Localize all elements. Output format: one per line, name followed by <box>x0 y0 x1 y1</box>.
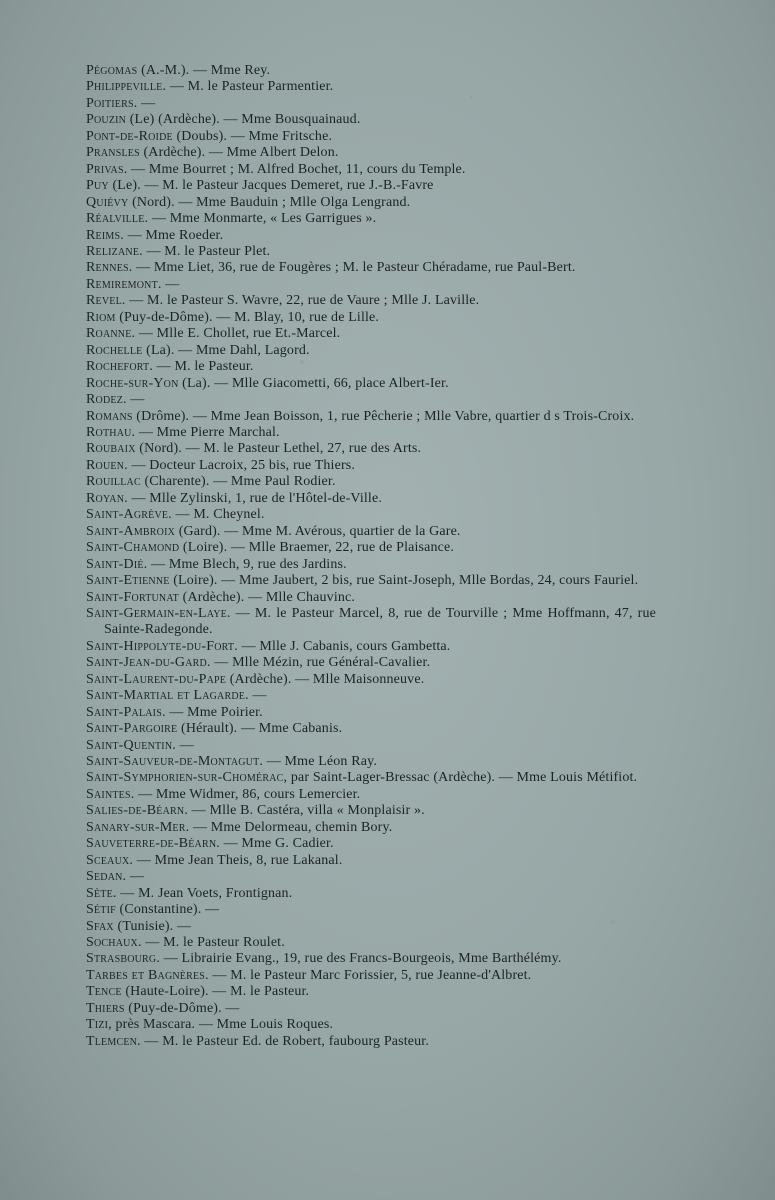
place-name: Saint-Jean-du-Gard. <box>86 655 211 671</box>
place-name: Rouillac <box>86 474 141 490</box>
list-item <box>86 886 656 902</box>
list-item <box>86 343 656 359</box>
place-name: Sedan. <box>86 869 127 885</box>
contact-detail: — Mme Monmarte, « Les Garrigues ». <box>148 211 377 227</box>
place-name: Remiremont. <box>86 276 162 292</box>
contact-detail: — Mme Jean Theis, 8, rue Lakanal. <box>133 852 343 868</box>
contact-detail: (La). — Mme Dahl, Lagord. <box>142 342 310 358</box>
address-list <box>86 63 656 1050</box>
list-item <box>86 63 656 79</box>
place-name: Tarbes et Bagnères. <box>86 967 209 983</box>
list-item <box>86 754 656 770</box>
place-name: Tizi, <box>86 1017 112 1033</box>
place-name: Tlemcen. <box>86 1033 141 1049</box>
contact-detail: (Tunisie). — <box>113 918 192 934</box>
place-name: Rochelle <box>86 342 143 358</box>
contact-detail: — M. le Pasteur Marcel, 8, rue de Tourville ; Mme Hoffmann, 47, rue Sainte-Radegonde. <box>104 605 656 638</box>
place-name: Pouzin <box>86 112 127 128</box>
place-name: Sétif <box>86 902 116 918</box>
contact-detail: — Mlle Mézin, rue Général-Cavalier. <box>210 655 431 671</box>
list-item <box>86 1001 656 1017</box>
contact-detail: — M. Cheynel. <box>171 507 265 523</box>
place-name: Philippeville. <box>86 79 167 95</box>
place-name: Tence <box>86 984 122 1000</box>
place-name: Thiers <box>86 1000 125 1016</box>
list-item <box>86 590 656 606</box>
place-name: Reims. <box>86 227 124 243</box>
contact-detail: — Mme Bourret ; M. Alfred Bochet, 11, cours du Temple. <box>127 161 466 177</box>
contact-detail: (Le). — M. le Pasteur Jacques Demeret, rue J.-B.-Favre <box>108 178 434 194</box>
list-item <box>86 458 656 474</box>
place-name: Réalville. <box>86 211 149 227</box>
place-name: Roanne. <box>86 326 136 342</box>
place-name: Saint-Hippolyte-du-Fort. <box>86 638 238 654</box>
place-name: Roche-sur-Yon <box>86 375 179 391</box>
contact-detail: — Docteur Lacroix, 25 bis, rue Thiers. <box>127 457 356 473</box>
contact-detail: (Nord). — M. le Pasteur Lethel, 27, rue des Arts. <box>135 441 422 457</box>
place-name: Poitiers. <box>86 95 138 111</box>
list-item <box>86 244 656 260</box>
list-item <box>86 409 656 425</box>
place-name: Saint-Martial et Lagarde. <box>86 688 249 704</box>
place-name: Rochefort. <box>86 359 154 375</box>
contact-detail: (Puy-de-Dôme). — <box>124 1000 240 1016</box>
list-item <box>86 672 656 688</box>
list-item <box>86 162 656 178</box>
contact-detail: — <box>161 276 180 292</box>
contact-detail: — M. le Pasteur Parmentier. <box>166 79 334 95</box>
list-item <box>86 738 656 754</box>
contact-detail: — Mlle B. Castéra, villa « Monplaisir ». <box>188 803 425 819</box>
list-item <box>86 441 656 457</box>
list-item <box>86 491 656 507</box>
contact-detail: — Librairie Evang., 19, rue des Francs-Bourgeois, Mme Barthélémy. <box>160 951 562 967</box>
contact-detail: (Gard). — Mme M. Avérous, quartier de la Gare. <box>175 523 461 539</box>
contact-detail: (Ardèche). — Mme Albert Delon. <box>139 145 339 161</box>
place-name: Sanary-sur-Mer. <box>86 819 190 835</box>
contact-detail: — M. le Pasteur Marc Forissier, 5, rue Jeanne-d'Albret. <box>208 967 532 983</box>
list-item <box>86 721 656 737</box>
place-name: Sfax <box>86 918 114 934</box>
list-item <box>86 688 656 704</box>
list-item <box>86 655 656 671</box>
place-name: Saint-Chamond <box>86 540 180 556</box>
place-name: Saintes. <box>86 786 135 802</box>
list-item <box>86 770 656 786</box>
contact-detail: — Mme Blech, 9, rue des Jardins. <box>147 556 347 572</box>
place-name: Sète. <box>86 885 117 901</box>
contact-detail: (Loire). — Mlle Braemer, 22, rue de Plaisance. <box>179 540 455 556</box>
place-name: Quiévy <box>86 194 129 210</box>
list-item <box>86 178 656 194</box>
list-item <box>86 787 656 803</box>
list-item <box>86 96 656 112</box>
contact-detail: (Nord). — Mme Bauduin ; Mlle Olga Lengrand. <box>128 194 411 210</box>
place-name: Saint-Agrève. <box>86 507 172 523</box>
place-name: Saint-Ambroix <box>86 523 176 539</box>
place-name: Puy <box>86 178 109 194</box>
contact-detail: — Mme Delormeau, chemin Bory. <box>189 819 393 835</box>
contact-detail: — M. le Pasteur S. Wavre, 22, rue de Vaure ; Mlle J. Laville. <box>125 293 480 309</box>
list-item <box>86 1017 656 1033</box>
contact-detail: (Loire). — Mme Jaubert, 2 bis, rue Saint-Joseph, Mlle Bordas, 24, cours Fauriel. <box>169 573 639 589</box>
place-name: Rodez. <box>86 392 127 408</box>
place-name: Riom <box>86 309 116 325</box>
place-name: Revel. <box>86 293 126 309</box>
contact-detail: — Mme Widmer, 86, cours Lemercier. <box>134 786 361 802</box>
place-name: Roubaix <box>86 441 136 457</box>
place-name: Saint-Quentin. <box>86 737 176 753</box>
contact-detail: — <box>175 737 194 753</box>
list-item <box>86 79 656 95</box>
list-item <box>86 195 656 211</box>
contact-detail: (Doubs). — Mme Fritsche. <box>172 128 333 144</box>
contact-detail: — Mme Liet, 36, rue de Fougères ; M. le Pasteur Chéradame, rue Paul-Bert. <box>132 260 576 276</box>
list-item <box>86 540 656 556</box>
contact-detail: (Constantine). — <box>115 902 220 918</box>
contact-detail: — M. le Pasteur Ed. de Robert, faubourg Pasteur. <box>140 1033 429 1049</box>
contact-detail: (Drôme). — Mme Jean Boisson, 1, rue Pêcherie ; Mlle Vabre, quartier d s Trois-Croix. <box>132 408 635 424</box>
list-item <box>86 310 656 326</box>
list-item <box>86 326 656 342</box>
contact-detail: — M. le Pasteur Roulet. <box>141 935 285 951</box>
list-item <box>86 425 656 441</box>
list-item <box>86 392 656 408</box>
contact-detail: — M. Jean Voets, Frontignan. <box>116 885 293 901</box>
contact-detail: — Mme Poirier. <box>165 704 263 720</box>
contact-detail: — M. le Pasteur. <box>153 359 254 375</box>
place-name: Relizane. <box>86 243 143 259</box>
contact-detail: (A.-M.). — Mme Rey. <box>137 63 271 78</box>
contact-detail: par Saint-Lager-Bressac (Ardèche). — Mme Louis Métifiot. <box>287 770 638 786</box>
list-item <box>86 606 656 639</box>
contact-detail: — Mme G. Cadier. <box>219 836 334 852</box>
list-item <box>86 836 656 852</box>
contact-detail: (Charente). — Mme Paul Rodier. <box>140 474 336 490</box>
contact-detail: — <box>137 95 156 111</box>
list-item <box>86 293 656 309</box>
list-item <box>86 1034 656 1050</box>
contact-detail: (Ardèche). — Mlle Maisonneuve. <box>226 671 425 687</box>
contact-detail: — Mme Léon Ray. <box>263 754 377 770</box>
contact-detail: — Mlle E. Chollet, rue Et.-Marcel. <box>135 326 341 342</box>
list-item <box>86 524 656 540</box>
list-item <box>86 228 656 244</box>
contact-detail: — M. le Pasteur Plet. <box>142 243 271 259</box>
contact-detail: — <box>248 688 267 704</box>
contact-detail: — Mme Pierre Marchal. <box>135 424 280 440</box>
place-name: Saint-Fortunat <box>86 589 179 605</box>
place-name: Saint-Sauveur-de-Montagut. <box>86 754 264 770</box>
list-item <box>86 853 656 869</box>
list-item <box>86 919 656 935</box>
place-name: Royan. <box>86 490 128 506</box>
list-item <box>86 474 656 490</box>
contact-detail: — <box>126 392 145 408</box>
place-name: Saint-Laurent-du-Pape <box>86 671 227 687</box>
list-item <box>86 935 656 951</box>
contact-detail: (Hérault). — Mme Cabanis. <box>177 721 343 737</box>
contact-detail: — <box>126 869 145 885</box>
place-name: Rothau. <box>86 424 136 440</box>
contact-detail: (Haute-Loire). — M. le Pasteur. <box>121 984 310 1000</box>
list-item <box>86 803 656 819</box>
list-item <box>86 951 656 967</box>
contact-detail: (La). — Mlle Giacometti, 66, place Albert-Ier. <box>178 375 449 391</box>
place-name: Salies-de-Béarn. <box>86 803 189 819</box>
contact-detail: (Le) (Ardèche). — Mme Bousquainaud. <box>126 112 361 128</box>
contact-detail: — Mlle J. Cabanis, cours Gambetta. <box>237 638 451 654</box>
place-name: Privas. <box>86 161 128 177</box>
list-item <box>86 968 656 984</box>
place-name: Strasbourg. <box>86 951 161 967</box>
place-name: Saint-Palais. <box>86 704 166 720</box>
contact-detail: près Mascara. — Mme Louis Roques. <box>111 1017 334 1033</box>
contact-detail: — Mme Roeder. <box>123 227 224 243</box>
place-name: Sceaux. <box>86 852 134 868</box>
place-name: Saint-Germain-en-Laye. <box>86 605 231 621</box>
list-item <box>86 902 656 918</box>
list-item <box>86 557 656 573</box>
place-name: Saint-Pargoire <box>86 721 178 737</box>
place-name: Pont-de-Roide <box>86 128 173 144</box>
list-item <box>86 112 656 128</box>
list-item <box>86 869 656 885</box>
list-item <box>86 820 656 836</box>
list-item <box>86 639 656 655</box>
place-name: Rennes. <box>86 260 133 276</box>
contact-detail: (Puy-de-Dôme). — M. Blay, 10, rue de Lille. <box>115 309 380 325</box>
list-item <box>86 211 656 227</box>
place-name: Rouen. <box>86 457 128 473</box>
list-item <box>86 507 656 523</box>
place-name: Pransles <box>86 145 140 161</box>
list-item <box>86 984 656 1000</box>
list-item <box>86 277 656 293</box>
contact-detail: — Mlle Zylinski, 1, rue de l'Hôtel-de-Ville. <box>127 490 382 506</box>
place-name: Sauveterre-de-Béarn. <box>86 836 220 852</box>
place-name: Romans <box>86 408 133 424</box>
list-item <box>86 260 656 276</box>
place-name: Pégomas <box>86 63 138 78</box>
place-name: Saint-Dié. <box>86 556 148 572</box>
list-item <box>86 145 656 161</box>
contact-detail: (Ardèche). — Mlle Chauvinc. <box>178 589 356 605</box>
list-item <box>86 573 656 589</box>
list-item <box>86 129 656 145</box>
list-item <box>86 705 656 721</box>
list-item <box>86 376 656 392</box>
place-name: Saint-Etienne <box>86 573 170 589</box>
place-name: Sochaux. <box>86 935 142 951</box>
list-item <box>86 359 656 375</box>
place-name: Saint-Symphorien-sur-Chomérac, <box>86 770 288 786</box>
